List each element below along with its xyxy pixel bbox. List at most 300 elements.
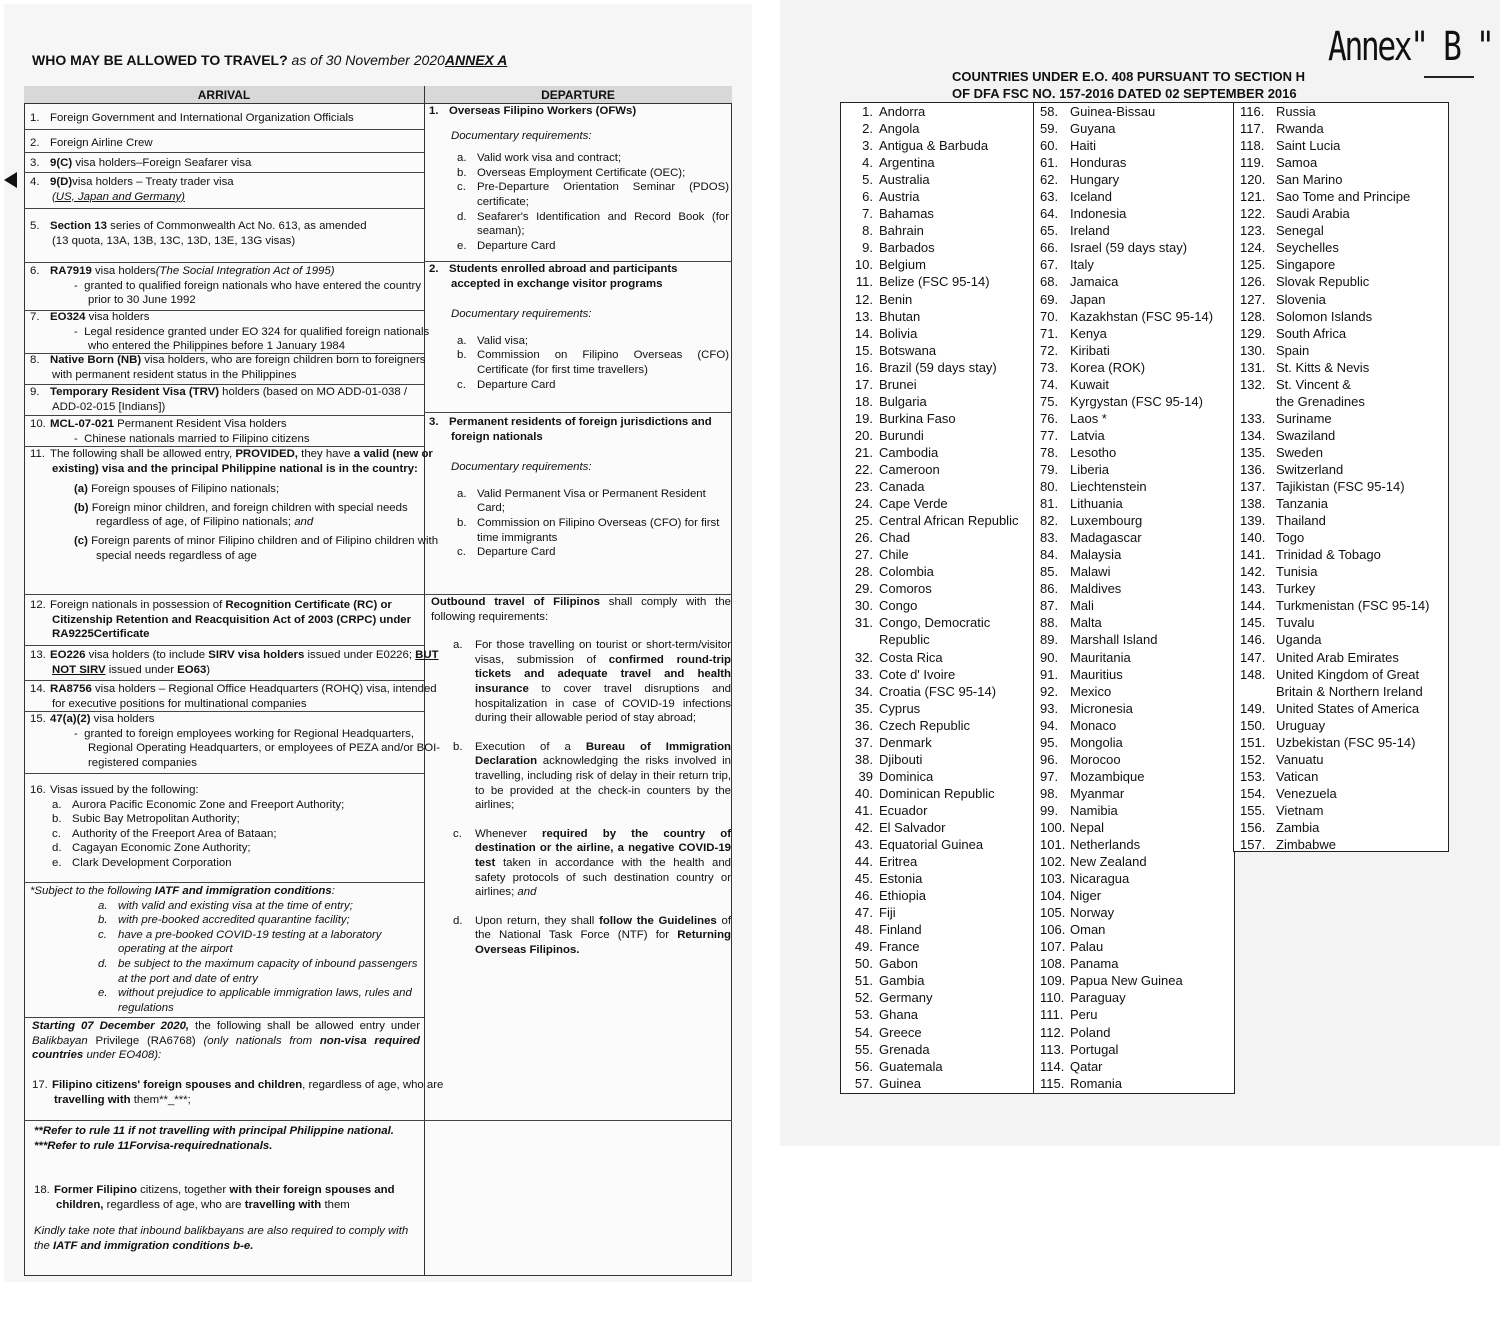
arrival-row-13-close: ): [206, 663, 211, 676]
country-number: 83.: [1040, 530, 1059, 546]
country-number: 40.: [854, 785, 873, 801]
country-number: 139.: [1240, 513, 1266, 529]
list-item: [429, 151, 729, 166]
country-number: 82.: [1040, 513, 1059, 529]
list-item-letter: b.: [52, 813, 62, 826]
arrival-row-5-bold: Section 13: [50, 220, 107, 232]
arrival-row-11-condition: a valid (new or existing) visa and the principal Philippine national is in the country:: [52, 448, 433, 475]
country-number: 126.: [1240, 274, 1266, 290]
list-item: [30, 957, 422, 986]
country-row: [841, 495, 1034, 512]
country-row: [1234, 512, 1448, 529]
list-item: [30, 841, 422, 856]
country-number: 137.: [1240, 479, 1266, 495]
country-name: Germany: [879, 990, 933, 1006]
country-row: [1234, 325, 1448, 342]
country-name: Antigua & Barbuda: [879, 138, 989, 154]
country-name: Zambia: [1276, 819, 1320, 835]
country-name: Ethiopia: [879, 888, 926, 904]
country-number: 29.: [854, 581, 873, 597]
country-number: 150.: [1240, 717, 1266, 733]
country-number: 110.: [1040, 990, 1065, 1006]
country-row: [1234, 614, 1448, 631]
country-number: 22.: [854, 461, 873, 477]
arrival-row-15: 15. 47(a)(2) visa holders - granted to foreign employees working for Regional Headquarters, Regional Operating Headquarters, or employees of PEZA and/or BOI-registered companies: [30, 712, 444, 770]
arrival-row-9-text: holders (based on MO ADD-01-038 / ADD-02-015 [Indians]): [52, 386, 408, 413]
list-item: [429, 334, 729, 349]
country-row: [1234, 700, 1448, 717]
country-name: Rwanda: [1276, 121, 1324, 137]
list-item-text: Authority of the Freeport Area of Bataan;: [72, 827, 277, 840]
departure-ofw: [429, 104, 729, 253]
country-row: [841, 563, 1034, 580]
kindly-note-bold: IATF and immigration conditions b-e.: [53, 1239, 254, 1252]
arrival-row-7-sub: - Legal residence granted under EO 324 for qualified foreign nationals who entered the Philippines before 1 January 1984: [74, 325, 430, 353]
country-number: 10.: [854, 257, 873, 273]
country-name: Cote d' Ivoire: [879, 666, 956, 682]
country-row: [1034, 137, 1234, 154]
arrival-row-15-sub-text: granted to foreign employees working for Regional Headquarters, Regional Operating Headquarters, or employees of PEZA and/or BOI-registered companies: [84, 727, 441, 769]
country-number: 45.: [854, 871, 873, 887]
country-number: 111.: [1040, 1007, 1064, 1023]
country-row: [841, 222, 1034, 239]
country-row: [1034, 512, 1234, 529]
country-number: 74.: [1040, 376, 1059, 392]
arrival-row-11-text2: they have: [297, 448, 354, 460]
country-number: 157.: [1240, 837, 1266, 853]
arrival-row-12-text: Foreign nationals in possession of: [50, 599, 226, 611]
country-name: Nicaragua: [1070, 871, 1130, 887]
country-number: 136.: [1240, 461, 1266, 477]
country-number: 61.: [1040, 155, 1059, 171]
country-number: 67.: [1040, 257, 1059, 273]
country-number: 131.: [1240, 359, 1266, 375]
departure-permanent-list: [429, 487, 729, 560]
country-name: Argentina: [879, 155, 935, 171]
country-row: [841, 120, 1034, 137]
country-row: [1034, 938, 1234, 955]
country-row: [1234, 444, 1448, 461]
list-item: [429, 487, 729, 516]
conditions-bold: IATF and immigration conditions: [154, 885, 332, 897]
country-number: 30.: [854, 598, 873, 614]
country-number: 68.: [1040, 274, 1059, 290]
annex-underline: [1424, 76, 1474, 78]
outbound-item-a: [431, 638, 731, 726]
country-row: [1034, 887, 1234, 904]
list-item-letter: c.: [457, 181, 466, 194]
arrival-row-10-sub: - Chinese nationals married to Filipino citizens: [74, 432, 310, 445]
arrival-row-11-provided: PROVIDED,: [235, 448, 298, 460]
country-row: [1034, 870, 1234, 887]
country-row: [1034, 342, 1234, 359]
country-name: Ecuador: [879, 802, 928, 818]
row-divider: [24, 129, 424, 130]
country-name: Uzbekistan (FSC 95-14): [1276, 734, 1416, 750]
country-row: [1234, 478, 1448, 495]
country-number: 23.: [854, 479, 873, 495]
country-row: [841, 512, 1034, 529]
arrival-row-10: 10. MCL-07-021 Permanent Resident Visa holders - Chinese nationals married to Filipino citizens: [30, 417, 444, 446]
country-number: 7.: [862, 206, 873, 222]
departure-header: DEPARTURE: [424, 86, 732, 104]
item-text: Foreign minor children, and foreign children with special needs regardless of age, of Filipino nationals;: [88, 501, 408, 529]
row-divider: [24, 645, 424, 646]
iatf-conditions: [30, 884, 422, 1015]
list-item: [30, 856, 422, 871]
country-name: Lithuania: [1070, 496, 1123, 512]
country-name: the Grenadines: [1276, 393, 1365, 409]
country-name: Netherlands: [1070, 837, 1141, 853]
country-row: [1034, 103, 1234, 120]
country-row: [1034, 989, 1234, 1006]
country-row: [1034, 700, 1234, 717]
country-number: 101.: [1040, 837, 1066, 853]
country-name: Jamaica: [1070, 274, 1119, 290]
country-name: Mozambique: [1070, 768, 1145, 784]
country-number: 143.: [1240, 581, 1266, 597]
country-number: 134.: [1240, 427, 1266, 443]
country-number: 79.: [1040, 461, 1059, 477]
country-name: Honduras: [1070, 155, 1127, 171]
country-number: 99.: [1040, 802, 1059, 818]
country-number: 69.: [1040, 291, 1059, 307]
country-row: [841, 1024, 1034, 1041]
country-number: 94.: [1040, 717, 1059, 733]
country-name: Mongolia: [1070, 734, 1123, 750]
country-number: 107.: [1040, 939, 1066, 955]
country-number: 112.: [1040, 1024, 1065, 1040]
country-name: Guinea: [879, 1075, 921, 1091]
country-name: Samoa: [1276, 155, 1318, 171]
country-name: Kuwait: [1070, 376, 1110, 392]
country-number: 31.: [854, 615, 873, 631]
country-number: 59.: [1040, 121, 1059, 137]
item-letter: c.: [453, 827, 462, 840]
arrival-row-5-sub: (13 quota, 13A, 13B, 13C, 13D, 13E, 13G visas): [52, 234, 296, 247]
country-row: [1034, 683, 1234, 700]
country-row: [841, 154, 1034, 171]
country-number: 42.: [854, 819, 873, 835]
non-visa-countries: non-visa required countries: [32, 1034, 421, 1062]
country-name: Tuvalu: [1276, 615, 1315, 631]
arrival-row-8-text: visa holders, who are foreign children born to foreigners with permanent resident status in the Philippines: [52, 354, 426, 381]
country-number: 13.: [854, 308, 873, 324]
country-name: Liberia: [1070, 461, 1110, 477]
arrival-header: ARRIVAL: [24, 86, 424, 104]
country-number: 11.: [855, 274, 873, 290]
country-row: [1034, 597, 1234, 614]
country-number: 133.: [1240, 410, 1266, 426]
country-number: 119.: [1240, 155, 1265, 171]
arrival-row-14-bold: RA8756: [50, 683, 92, 695]
list-item-letter: b.: [457, 516, 467, 529]
country-name: Guinea-Bissau: [1070, 104, 1156, 119]
arrival-row-8-bold: Native Born (NB): [50, 354, 142, 366]
list-item-letter: b.: [457, 166, 467, 179]
country-row: [841, 717, 1034, 734]
list-item-letter: d.: [52, 842, 62, 855]
country-row: [1034, 239, 1234, 256]
country-name: Norway: [1070, 905, 1115, 921]
departure-students: [429, 262, 729, 392]
country-row: [841, 1006, 1034, 1023]
country-row: [1034, 376, 1234, 393]
country-number: 34.: [854, 683, 873, 699]
departure-ofw-title: Overseas Filipino Workers (OFWs): [449, 105, 637, 117]
item-text: For those travelling on tourist or short-term/visitor visas, submission of: [475, 639, 731, 666]
privilege-text: Privilege (RA6768): [87, 1034, 204, 1047]
conditions-list: [30, 899, 422, 1016]
row-divider: [24, 882, 424, 883]
arrival-row-17-bold2: travelling with: [54, 1093, 131, 1106]
country-number: 91.: [1040, 666, 1059, 682]
country-row: [841, 393, 1034, 410]
row-divider: [24, 1017, 424, 1018]
country-row: [841, 802, 1034, 819]
arrival-row-18-text: citizens, together: [136, 1184, 230, 1196]
list-item: [429, 545, 729, 560]
arrival-row-5-text: series of Commonwealth Act No. 613, as amended: [106, 220, 367, 232]
country-number: 152.: [1240, 751, 1266, 767]
arrival-row-3: 3. 9(C) visa holders–Foreign Seafarer visa: [30, 157, 252, 169]
list-item-letter: e.: [98, 987, 108, 1000]
arrival-row-10-bold: MCL-07-021: [50, 418, 114, 430]
country-number: 5.: [862, 172, 873, 188]
country-row: [841, 256, 1034, 273]
country-row: [841, 444, 1034, 461]
country-row: [1234, 239, 1448, 256]
country-row: [841, 325, 1034, 342]
country-number: 115.: [1040, 1075, 1065, 1091]
country-name: Togo: [1276, 530, 1305, 546]
list-item-letter: a.: [457, 334, 467, 347]
arrival-row-16-text: Visas issued by the following:: [50, 784, 199, 796]
country-number: 15.: [854, 342, 873, 358]
country-row: [841, 870, 1034, 887]
country-name: Niger: [1070, 888, 1102, 904]
list-item-text: Valid visa;: [477, 334, 529, 347]
row-divider: [24, 680, 424, 681]
country-row: [1034, 308, 1234, 325]
item-bold: Bureau of Immigration Declaration: [475, 740, 731, 768]
country-number: 73.: [1040, 359, 1059, 375]
country-row: [1034, 904, 1234, 921]
country-number: 149.: [1240, 700, 1266, 716]
country-name: Suriname: [1276, 410, 1332, 426]
country-row: [1034, 273, 1234, 290]
arrival-row-6-bold: RA7919: [50, 265, 92, 277]
country-name: Eritrea: [879, 854, 918, 870]
country-number: 80.: [1040, 479, 1059, 495]
country-number: 18.: [854, 393, 873, 409]
list-item: [429, 210, 729, 239]
country-row: [841, 188, 1034, 205]
country-row: [1034, 768, 1234, 785]
arrival-row-13: 13. EO226 visa holders (to include SIRV visa holders issued under E0226; BUT NOT SIRV issued under EO63): [30, 649, 439, 676]
country-row: [1034, 853, 1234, 870]
list-item: [30, 827, 422, 842]
country-number: 66.: [1040, 240, 1059, 256]
item-text: Execution of a: [475, 740, 586, 753]
row-divider: [24, 172, 424, 173]
country-number: 116.: [1240, 104, 1265, 119]
list-item-letter: c.: [52, 827, 61, 840]
country-row: [841, 137, 1034, 154]
country-number: 146.: [1240, 632, 1266, 648]
country-number: 135.: [1240, 444, 1266, 460]
starting-date: Starting 07 December 2020,: [32, 1020, 190, 1032]
country-row: [1234, 222, 1448, 239]
arrival-row-14-text: visa holders – Regional Office Headquarters (ROHQ) visa, intended for executive positions for multinational companies: [52, 683, 437, 710]
country-name: Guyana: [1070, 121, 1116, 137]
country-number: 103.: [1040, 871, 1066, 887]
country-number: 130.: [1240, 342, 1266, 358]
list-item-letter: c.: [98, 928, 107, 941]
list-item: [30, 798, 422, 813]
country-name: Uganda: [1276, 632, 1322, 648]
outbound-item-d: [431, 914, 731, 958]
list-item-text: with pre-booked accredited quarantine facility;: [118, 914, 350, 927]
country-row: [1034, 427, 1234, 444]
arrival-row-17-text2: them**_***;: [130, 1093, 191, 1106]
country-number: 125.: [1240, 257, 1266, 273]
country-name: South Africa: [1276, 325, 1347, 341]
country-row: [1234, 120, 1448, 137]
country-row: [1234, 376, 1448, 393]
row-divider: [24, 1120, 732, 1121]
country-name: Malaysia: [1070, 547, 1122, 563]
country-row: [1034, 154, 1234, 171]
country-name: Thailand: [1276, 513, 1326, 529]
country-name: Denmark: [879, 734, 932, 750]
country-row: [1234, 666, 1448, 683]
country-name: Morocoo: [1070, 751, 1121, 767]
country-number: 144.: [1240, 598, 1266, 614]
country-number: 52.: [854, 990, 873, 1006]
country-number: 51.: [854, 973, 873, 989]
country-name: Switzerland: [1276, 461, 1344, 477]
row-divider: [424, 412, 732, 413]
arrival-row-11: 11. The following shall be allowed entry, PROVIDED, they have a valid (new or existing) visa and the principal Philippine national is in the country: (a) Foreign spouses of Filipino nationals; (b) Foreign minor children, and foreign children with special needs regardless of age, of Filipino nationals; and (c) Foreign parents of minor Filipino children and of Filipino children with special needs regardless of age: [30, 447, 444, 563]
arrival-row-15-bold: 47(a)(2): [50, 713, 91, 725]
country-name: Palau: [1070, 939, 1104, 955]
country-name: Brazil (59 days stay): [879, 359, 997, 375]
country-row: [1034, 1041, 1234, 1058]
country-row: [841, 205, 1034, 222]
country-name: Britain & Northern Ireland: [1276, 683, 1423, 699]
country-name: Turkmenistan (FSC 95-14): [1276, 598, 1430, 614]
country-row: [841, 273, 1034, 290]
arrival-row-4: 4. 9(D)visa holders – Treaty trader visa (US, Japan and Germany): [30, 176, 234, 203]
country-number: 118.: [1240, 138, 1265, 154]
country-row: [841, 938, 1034, 955]
country-row: [841, 580, 1034, 597]
countries-title-line-2: OF DFA FSC NO. 157-2016 DATED 02 SEPTEMBER 2016: [952, 86, 1297, 101]
balikbayan-note: [32, 1019, 420, 1063]
arrival-row-13-text: visa holders (to include: [85, 649, 209, 661]
country-name: Portugal: [1070, 1041, 1119, 1057]
country-number: 75.: [1040, 393, 1059, 409]
item-letter: b.: [453, 740, 463, 753]
country-name: Congo, Democratic: [879, 615, 991, 631]
country-name: Cape Verde: [879, 496, 948, 512]
arrival-row-13-sirv: SIRV visa holders: [208, 649, 305, 661]
item-text2: taken in accordance with the health and safety protocols of such destination country or airlines;: [475, 856, 731, 899]
country-name: Haiti: [1070, 138, 1097, 154]
country-row: [841, 614, 1034, 631]
arrival-row-10-text: Permanent Resident Visa holders: [113, 418, 287, 430]
arrival-row-16: 16. Visas issued by the following: a. Aurora Pacific Economic Zone and Freeport Authority; b. Subic Bay Metropolitan Authority; c. Authority of the Freeport Area of Bataan; d. Cagayan Economic Zone Authority; e. Clark Development Corporation: [30, 783, 422, 871]
list-item: [429, 516, 729, 545]
country-row: [1234, 649, 1448, 666]
item-text: Upon return, they shall: [475, 914, 600, 927]
country-name: Chile: [879, 547, 909, 563]
country-row: [1234, 273, 1448, 290]
country-number: 14.: [854, 325, 873, 341]
country-row: [1234, 495, 1448, 512]
country-name: New Zealand: [1070, 854, 1147, 870]
list-item-text: Departure Card: [477, 239, 556, 252]
arrival-row-15-text: visa holders: [90, 713, 155, 725]
country-row: [1234, 597, 1448, 614]
country-number: 128.: [1240, 308, 1266, 324]
country-name: Hungary: [1070, 172, 1120, 188]
arrival-row-7-bold: EO324: [50, 311, 86, 323]
country-number: 108.: [1040, 956, 1066, 972]
country-row: [1034, 836, 1234, 853]
list-item-text: Cagayan Economic Zone Authority;: [72, 842, 251, 855]
country-row: [1234, 427, 1448, 444]
country-number: 153.: [1240, 768, 1266, 784]
country-number: 81.: [1040, 496, 1059, 512]
list-item-letter: c.: [457, 546, 466, 559]
country-name: Iceland: [1070, 189, 1112, 205]
country-number: 145.: [1240, 615, 1266, 631]
country-name: Guatemala: [879, 1058, 943, 1074]
list-item: [429, 378, 729, 393]
country-name: St. Vincent &: [1276, 376, 1351, 392]
country-row: [841, 478, 1034, 495]
country-number: 57.: [854, 1075, 873, 1091]
country-name: Burkina Faso: [879, 410, 956, 426]
title-main: WHO MAY BE ALLOWED TO TRAVEL?: [32, 52, 288, 68]
country-name: Chad: [879, 530, 911, 546]
arrival-row-7: 7. EO324 visa holders - Legal residence granted under EO 324 for qualified foreign nationals who entered the Philippines before 1 January 1984: [30, 310, 444, 354]
arrival-row-6-italic: (The Social Integration Act of 1995): [155, 265, 335, 277]
country-number: 71.: [1040, 325, 1059, 341]
country-row: [1034, 734, 1234, 751]
item-letter: (c): [74, 534, 88, 547]
list-item: [30, 986, 422, 1015]
countries-column-3: [1233, 102, 1449, 852]
country-row: [1234, 342, 1448, 359]
country-name: Republic: [879, 632, 930, 648]
country-name: Dominican Republic: [879, 785, 995, 801]
country-name: Vatican: [1276, 768, 1319, 784]
kindly-note-text: Kindly take note that inbound balikbayans are also required to comply with the: [34, 1225, 409, 1252]
country-row: [1034, 751, 1234, 768]
country-row: [841, 631, 1034, 648]
country-name: Finland: [879, 922, 922, 938]
country-row: [841, 955, 1034, 972]
country-number: 17.: [854, 376, 873, 392]
country-row: [1234, 631, 1448, 648]
item-letter: d.: [453, 914, 463, 927]
list-item-text: Pre-Departure Orientation Seminar (PDOS) certificate;: [477, 181, 729, 208]
country-number: 60.: [1040, 138, 1059, 154]
country-name: Italy: [1070, 257, 1094, 273]
